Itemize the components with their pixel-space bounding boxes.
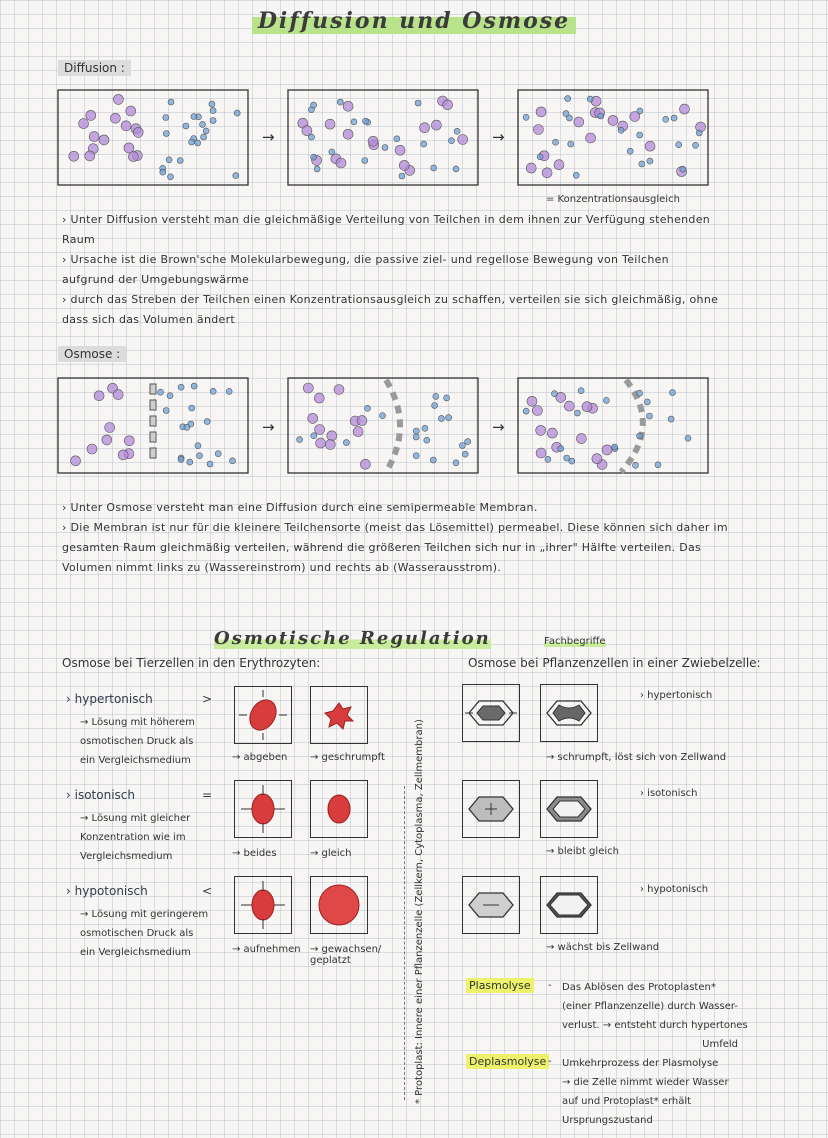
plant-cell-swollen xyxy=(540,876,598,934)
small-particle xyxy=(633,462,639,468)
isotonic-label: › isotonisch xyxy=(66,788,135,802)
small-particle xyxy=(226,388,232,394)
small-particle xyxy=(201,134,207,140)
small-particle xyxy=(160,169,166,175)
hypertonic-cap1: → abgeben xyxy=(232,752,288,763)
small-particle xyxy=(603,397,609,403)
large-particle xyxy=(71,456,81,466)
plant-heading: Osmose bei Pflanzenzellen in einer Zwiebelzelle: xyxy=(468,656,761,670)
animal-cell-isotonic-start xyxy=(234,780,292,838)
large-particle xyxy=(532,406,542,416)
diffusion-arrow-1: → xyxy=(262,128,275,146)
large-particle xyxy=(443,100,453,110)
small-particle xyxy=(311,154,317,160)
small-particle xyxy=(309,134,315,140)
hypertonic-symbol: > xyxy=(202,692,213,706)
small-particle xyxy=(432,403,438,409)
plant-isotonic-label: › isotonisch xyxy=(640,788,698,799)
small-particle xyxy=(415,100,421,106)
small-particle xyxy=(210,108,216,114)
small-particle xyxy=(644,399,650,405)
large-particle xyxy=(124,436,134,446)
small-particle xyxy=(394,136,400,142)
small-particle xyxy=(351,119,357,125)
small-particle xyxy=(209,101,215,107)
small-particle xyxy=(413,453,419,459)
large-particle xyxy=(69,151,79,161)
large-particle xyxy=(536,425,546,435)
small-particle xyxy=(444,395,450,401)
small-particle xyxy=(545,456,551,462)
small-particle xyxy=(449,138,455,144)
small-particle xyxy=(637,132,643,138)
small-particle xyxy=(446,415,452,421)
large-particle xyxy=(105,423,115,433)
term-deplasmolyse-def: Umkehrprozess der Plasmolyse → die Zelle nimmt wieder Wasser auf und Protoplast* erhält Ursprungszustand xyxy=(562,1058,729,1126)
term-deplasmolyse-dash: - xyxy=(548,1056,552,1067)
large-particle xyxy=(113,390,123,400)
isotonic-desc: → Lösung mit gleicher Konzentration wie im Vergleichsmedium xyxy=(80,813,191,862)
large-particle xyxy=(303,383,313,393)
large-particle xyxy=(368,136,378,146)
large-particle xyxy=(316,438,326,448)
small-particle xyxy=(380,413,386,419)
osmose-bullet-1: › Unter Osmose versteht man eine Diffusion durch eine semipermeable Membran. xyxy=(62,501,538,514)
small-particle xyxy=(200,121,206,127)
small-particle xyxy=(183,123,189,129)
large-particle xyxy=(420,123,430,133)
large-particle xyxy=(547,428,557,438)
large-particle xyxy=(334,385,344,395)
osmose-arrow-1: → xyxy=(262,418,275,436)
large-particle xyxy=(113,94,123,104)
plant-cell-unchanged xyxy=(540,780,598,838)
large-particle xyxy=(576,434,586,444)
hypertonic-desc: → Lösung mit höherem osmotischen Druck als ein Vergleichsmedium xyxy=(80,717,195,766)
diffusion-arrow-2: → xyxy=(492,128,505,146)
plant-hypertonic-cap: → schrumpft, löst sich von Zellwand xyxy=(546,752,727,763)
hypotonic-cap2: → gewachsen/ geplatzt xyxy=(310,944,382,966)
small-particle xyxy=(552,391,558,397)
large-particle xyxy=(94,391,104,401)
fachbegriffe-label: Fachbegriffe xyxy=(544,636,606,647)
large-particle xyxy=(527,396,537,406)
small-particle xyxy=(365,405,371,411)
small-particle xyxy=(168,99,174,105)
small-particle xyxy=(362,158,368,164)
animal-cell-same xyxy=(310,780,368,838)
small-particle xyxy=(676,142,682,148)
small-particle xyxy=(566,115,572,121)
small-particle xyxy=(462,451,468,457)
small-particle xyxy=(637,108,643,114)
plant-cell-plasmolysed xyxy=(540,684,598,742)
plant-hypertonic-label: › hypertonisch xyxy=(640,690,713,701)
small-particle xyxy=(163,115,169,121)
large-particle xyxy=(536,448,546,458)
large-particle xyxy=(592,454,602,464)
plant-cell-isotonic-start xyxy=(462,780,520,838)
osmose-arrow-2: → xyxy=(492,418,505,436)
small-particle xyxy=(191,114,197,120)
small-particle xyxy=(668,416,674,422)
large-particle xyxy=(343,101,353,111)
small-particle xyxy=(587,96,593,102)
small-particle xyxy=(167,393,173,399)
small-particle xyxy=(671,115,677,121)
large-particle xyxy=(582,402,592,412)
small-particle xyxy=(647,413,653,419)
large-particle xyxy=(315,425,325,435)
osmose-bullet-2: › Die Membran ist nur für die kleinere Teilchensorte (meist das Lösemittel) permeabel. Diese können sich daher im gesamten Raum gleichmäßig verteilen, während die größeren Teilchen sich nur in „ihrer" Hälfte verteilen. Das Volumen nimmt links zu (Wassereinstrom) und rechts ab (Wasserausstrom). xyxy=(62,521,728,574)
large-particle xyxy=(87,444,97,454)
small-particle xyxy=(647,158,653,164)
small-particle xyxy=(215,451,221,457)
small-particle xyxy=(670,390,676,396)
osmose-diagram xyxy=(56,376,716,476)
small-particle xyxy=(564,455,570,461)
large-particle xyxy=(542,168,552,178)
diffusion-bullets xyxy=(62,210,722,330)
small-particle xyxy=(382,145,388,151)
small-particle xyxy=(438,415,444,421)
hypertonic-cap2: → geschrumpft xyxy=(310,752,385,763)
small-particle xyxy=(421,141,427,147)
small-particle xyxy=(459,443,465,449)
hypotonic-desc: → Lösung mit geringerem osmotischen Druck als ein Vergleichsmedium xyxy=(80,909,209,958)
small-particle xyxy=(523,408,529,414)
large-particle xyxy=(353,427,363,437)
term-plasmolyse: Plasmolyse xyxy=(466,978,534,993)
large-particle xyxy=(133,127,143,137)
animal-heading: Osmose bei Tierzellen in den Erythrozyten: xyxy=(62,656,321,670)
small-particle xyxy=(565,96,571,102)
small-particle xyxy=(574,410,580,416)
regulation-title: Osmotische Regulation xyxy=(214,628,491,649)
divider-line xyxy=(404,786,405,1100)
isotonic-cap2: → gleich xyxy=(310,848,352,859)
small-particle xyxy=(430,457,436,463)
isotonic-symbol: = xyxy=(202,788,213,802)
term-plasmolyse-def: Das Ablösen des Protoplasten* (einer Pflanzenzelle) durch Wasser- verlust. → entsteht durch hypertones Umfeld xyxy=(562,982,748,1050)
small-particle xyxy=(578,388,584,394)
large-particle xyxy=(536,107,546,117)
small-particle xyxy=(189,405,195,411)
osmose-bullets xyxy=(62,498,732,578)
small-particle xyxy=(612,444,618,450)
small-particle xyxy=(329,149,335,155)
small-particle xyxy=(523,114,529,120)
large-particle xyxy=(360,459,370,469)
large-particle xyxy=(79,119,89,129)
large-particle xyxy=(327,431,337,441)
small-particle xyxy=(573,172,579,178)
small-particle xyxy=(413,428,419,434)
small-particle xyxy=(363,118,369,124)
animal-cell-shrunken xyxy=(310,686,368,744)
large-particle xyxy=(574,117,584,127)
small-particle xyxy=(230,458,236,464)
large-particle xyxy=(554,160,564,170)
small-particle xyxy=(311,102,317,108)
osmose-label: Osmose : xyxy=(58,346,126,362)
small-particle xyxy=(639,161,645,167)
small-particle xyxy=(163,131,169,137)
large-particle xyxy=(343,129,353,139)
large-particle xyxy=(110,113,120,123)
diffusion-label: Diffusion : xyxy=(58,60,131,76)
small-particle xyxy=(424,437,430,443)
small-particle xyxy=(568,141,574,147)
term-plasmolyse-dash: - xyxy=(548,980,552,991)
animal-cell-hypotonic-start xyxy=(234,876,292,934)
small-particle xyxy=(163,408,169,414)
large-particle xyxy=(118,450,128,460)
hypotonic-symbol: < xyxy=(202,884,213,898)
small-particle xyxy=(197,453,203,459)
large-particle xyxy=(602,445,612,455)
small-particle xyxy=(637,390,643,396)
small-particle xyxy=(177,158,183,164)
large-particle xyxy=(308,413,318,423)
hypertonic-label: › hypertonisch xyxy=(66,692,153,706)
large-particle xyxy=(102,435,112,445)
small-particle xyxy=(399,173,405,179)
small-particle xyxy=(234,110,240,116)
large-particle xyxy=(325,440,335,450)
equilibrium-note: = Konzentrationsausgleich xyxy=(546,194,680,205)
small-particle xyxy=(598,113,604,119)
diffusion-bullet-2: › Ursache ist die Brown'sche Molekularbewegung, die passive ziel- und regellose Bewegung von Teilchen aufgrund der Umgebungswärme xyxy=(62,253,669,286)
small-particle xyxy=(178,456,184,462)
large-particle xyxy=(431,120,441,130)
small-particle xyxy=(210,118,216,124)
plant-isotonic-cap: → bleibt gleich xyxy=(546,846,619,857)
hypotonic-cap1: → aufnehmen xyxy=(232,944,301,955)
small-particle xyxy=(168,174,174,180)
small-particle xyxy=(696,130,702,136)
small-particle xyxy=(685,435,691,441)
large-particle xyxy=(126,106,136,116)
large-particle xyxy=(357,416,367,426)
large-particle xyxy=(608,115,618,125)
large-particle xyxy=(86,110,96,120)
small-particle xyxy=(195,443,201,449)
small-particle xyxy=(187,459,193,465)
large-particle xyxy=(85,151,95,161)
small-particle xyxy=(178,384,184,390)
diffusion-diagram xyxy=(56,88,716,188)
large-particle xyxy=(458,135,468,145)
small-particle xyxy=(413,434,419,440)
small-particle xyxy=(453,166,459,172)
small-particle xyxy=(233,173,239,179)
small-particle xyxy=(680,166,686,172)
small-particle xyxy=(189,139,195,145)
small-particle xyxy=(693,142,699,148)
small-particle xyxy=(553,139,559,145)
small-particle xyxy=(311,433,317,439)
term-deplasmolyse: Deplasmolyse xyxy=(466,1054,549,1069)
small-particle xyxy=(337,99,343,105)
isotonic-cap1: → beides xyxy=(232,848,277,859)
large-particle xyxy=(526,163,536,173)
small-particle xyxy=(663,116,669,122)
diffusion-bullet-1: › Unter Diffusion versteht man die gleichmäßige Verteilung von Teilchen in dem ihnen zur Verfügung stehenden Raum xyxy=(62,213,711,246)
small-particle xyxy=(191,383,197,389)
large-particle xyxy=(564,401,574,411)
protoplast-note: * Protoplast: Innere einer Pflanzenzelle (Zellkern, Cytoplasma, Zellmembran) xyxy=(414,719,425,1104)
small-particle xyxy=(453,460,459,466)
small-particle xyxy=(431,165,437,171)
small-particle xyxy=(537,154,543,160)
large-particle xyxy=(314,393,324,403)
small-particle xyxy=(655,462,661,468)
hypotonic-label: › hypotonisch xyxy=(66,884,148,898)
large-particle xyxy=(99,135,109,145)
large-particle xyxy=(680,104,690,114)
large-particle xyxy=(124,143,134,153)
small-particle xyxy=(627,148,633,154)
small-particle xyxy=(184,424,190,430)
large-particle xyxy=(325,119,335,129)
small-particle xyxy=(203,128,209,134)
small-particle xyxy=(158,389,164,395)
small-particle xyxy=(618,127,624,133)
large-particle xyxy=(399,160,409,170)
small-particle xyxy=(210,388,216,394)
plant-cell-hypotonic-start xyxy=(462,876,520,934)
animal-cell-hypertonic-start xyxy=(234,686,292,744)
large-particle xyxy=(395,145,405,155)
small-particle xyxy=(297,437,303,443)
large-particle xyxy=(336,158,346,168)
small-particle xyxy=(314,166,320,172)
small-particle xyxy=(207,461,213,467)
plant-cell-hypertonic-start xyxy=(462,684,520,742)
small-particle xyxy=(637,433,643,439)
animal-cell-swollen xyxy=(310,876,368,934)
plant-hypotonic-label: › hypotonisch xyxy=(640,884,709,895)
plant-hypotonic-cap: → wächst bis Zellwand xyxy=(546,942,660,953)
page-title: Diffusion und Osmose xyxy=(0,8,828,34)
small-particle xyxy=(558,446,564,452)
large-particle xyxy=(586,133,596,143)
small-particle xyxy=(166,157,172,163)
small-particle xyxy=(204,419,210,425)
large-particle xyxy=(645,141,655,151)
diffusion-bullet-3: › durch das Streben der Teilchen einen Konzentrationsausgleich zu schaffen, verteilen sie sich gleichmäßig, ohne dass sich das Volumen ändert xyxy=(62,293,719,326)
small-particle xyxy=(454,128,460,134)
large-particle xyxy=(121,121,131,131)
small-particle xyxy=(422,425,428,431)
small-particle xyxy=(465,439,471,445)
large-particle xyxy=(89,132,99,142)
small-particle xyxy=(433,393,439,399)
small-particle xyxy=(343,440,349,446)
large-particle xyxy=(533,125,543,135)
